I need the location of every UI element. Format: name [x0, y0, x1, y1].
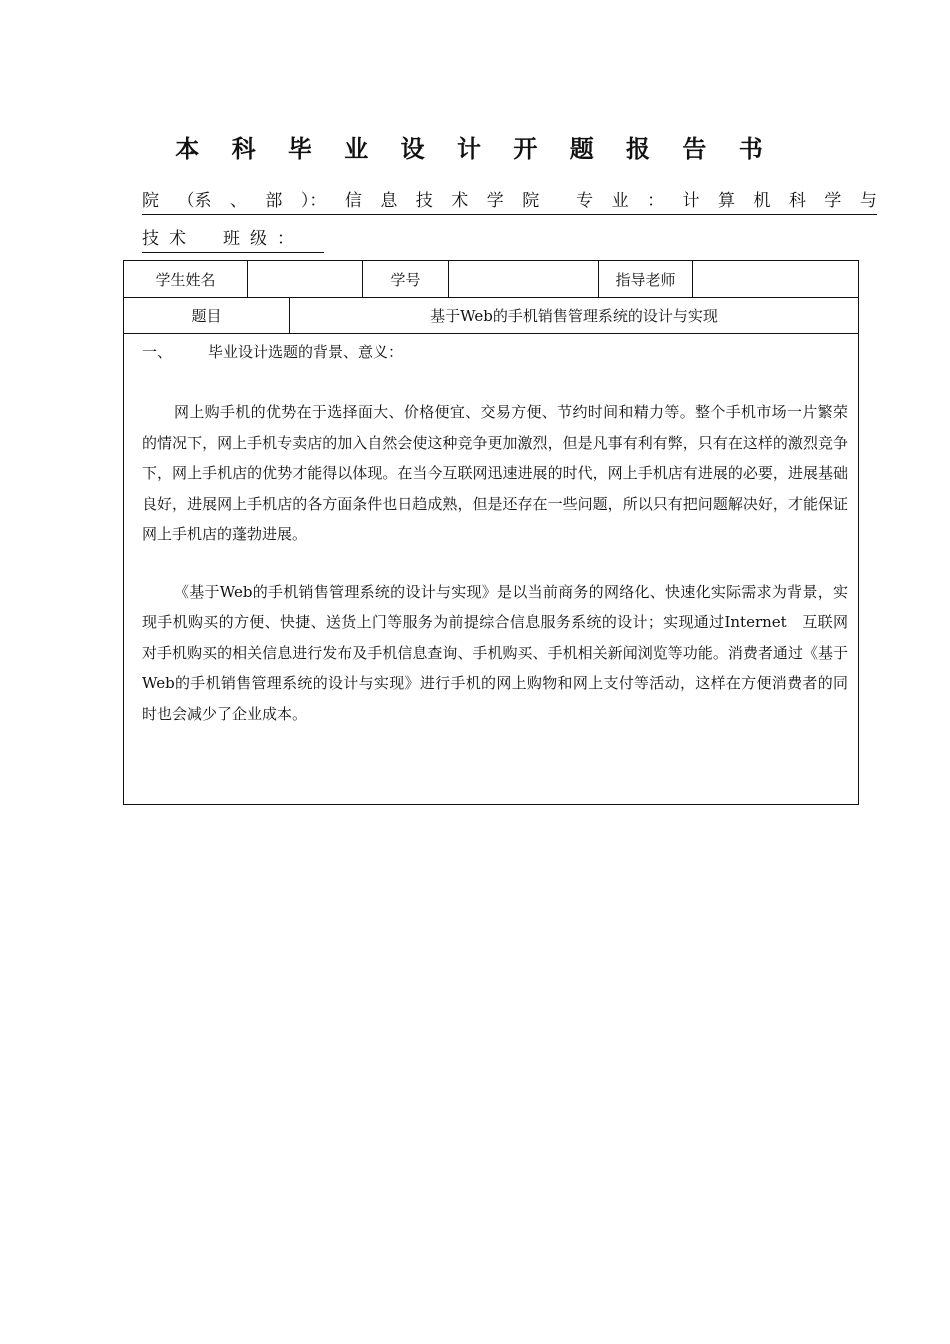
info-char: 院	[522, 191, 540, 211]
advisor-field[interactable]	[693, 261, 858, 297]
report-table	[123, 260, 859, 805]
section-heading	[142, 340, 848, 364]
info-char: 科	[788, 191, 806, 211]
info-char: 学	[486, 191, 504, 211]
info-char: 信	[344, 191, 362, 211]
info-char: （系	[177, 191, 212, 211]
page-title: 本 科 毕 业 设 计 开 题 报 告 书	[175, 135, 775, 163]
topic-value: 基于Web的手机销售管理系统的设计与实现	[430, 306, 718, 325]
student-name-field[interactable]	[248, 261, 363, 297]
info-char: 算	[718, 191, 735, 211]
info-char: 息	[380, 191, 398, 211]
background-paragraph: 网上购手机的优势在于选择面大、价格便宜、交易方便、节约时间和精力等。整个手机市场一片繁荣的情况下，网上手机专卖店的加入自然会使这种竞争更加激烈，但是凡事有利有弊，只有在这样的激烈竞争下，网上手机店的优势才能得以体现。在当今互联网迅速进展的时代，网上手机店有进展的必要，进展基础良好，进展网上手机店的各方面条件也日趋成熟，但是还存在一些问题，所以只有把问题解决好，才能保证网上手机店的蓬勃进展。	[142, 403, 848, 543]
info-char: 计	[682, 191, 700, 211]
section-body	[124, 334, 858, 804]
student-info-row	[124, 261, 858, 298]
student-id-field[interactable]	[449, 261, 599, 297]
student-name-label: 学生姓名	[124, 261, 248, 297]
info-char: 技	[415, 191, 433, 211]
info-char: ：	[647, 191, 665, 211]
section-number: 一、	[142, 343, 173, 361]
topic-label: 题目	[124, 297, 290, 333]
info-char: 与	[859, 191, 877, 211]
major-class-line: 技术 班级：	[142, 226, 324, 253]
info-char: 术	[451, 191, 469, 211]
advisor-label: 指导老师	[599, 261, 693, 297]
info-char: ）：	[300, 191, 327, 211]
info-char: 部	[265, 191, 283, 211]
info-char: 、	[229, 191, 247, 211]
info-char: 院	[142, 191, 159, 211]
info-char: 业	[611, 191, 629, 211]
info-char: 学	[824, 191, 842, 211]
department-major-line	[142, 188, 877, 215]
significance-paragraph: 《基于Web的手机销售管理系统的设计与实现》是以当前商务的网络化、快速化实际需求为背景，实现手机购买的方便、快捷、送货上门等服务为前提综合信息服务系统的设计；实现通过Internet 互联网对手机购买的相关信息进行发布及手机信息查询、手机购买、手机相关新闻浏览等功能。消费者通过《基于Web的手机销售管理系统的设计与实现》进行手机的网上购物和网上支付等活动，这样在方便消费者的同时也会减少了企业成本。	[142, 582, 848, 723]
info-char: 专	[576, 191, 594, 211]
info-char: 机	[753, 191, 771, 211]
student-id-label: 学号	[363, 261, 449, 297]
section-heading-text: 毕业设计选题的背景、意义：	[208, 343, 404, 361]
topic-row	[124, 297, 858, 334]
